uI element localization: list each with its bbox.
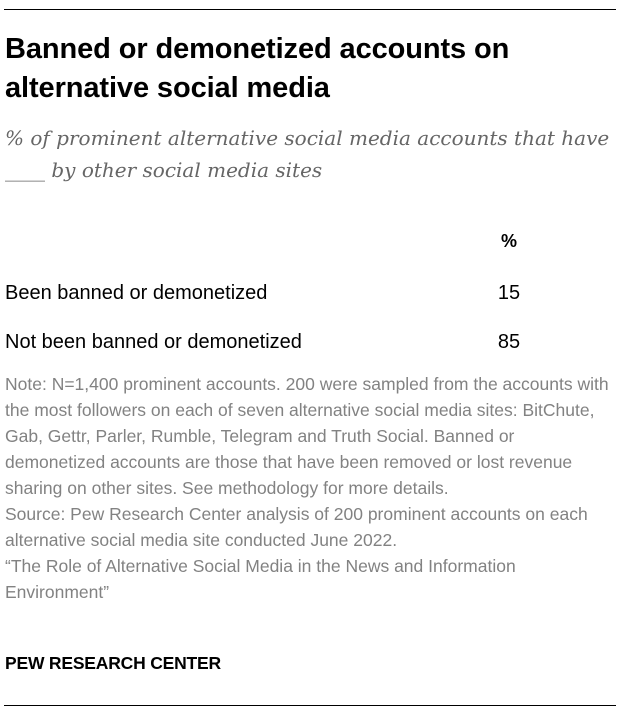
chart-notes: [5, 371, 617, 605]
note-text: Note: N=1,400 prominent accounts. 200 were sampled from the accounts with the most followers on each of seven alternative social media sites: BitChute, Gab, Gettr, Parler, Rumble, Telegram and Truth Social. Banned or demonetized accounts are those that have been removed or lost revenue sharing on other sites. See methodology for more details.: [5, 374, 609, 498]
chart-subtitle: % of prominent alternative social media accounts that have ____ by other social media sites: [5, 126, 610, 182]
bottom-rule: [4, 705, 616, 706]
row-label: Not been banned or demonetized: [5, 331, 302, 353]
column-header-percent: %: [500, 231, 517, 251]
table-row: [5, 280, 615, 306]
table-row: [5, 329, 615, 355]
pew-logo-text: PEW RESEARCH CENTER: [5, 653, 221, 673]
top-rule: [4, 9, 616, 10]
row-value: 85: [497, 331, 521, 353]
chart-title: Banned or demonetized accounts on alternative social media: [5, 33, 510, 104]
source-text: Source: Pew Research Center analysis of 200 prominent accounts on each alternative social media site conducted June 2022.: [5, 504, 588, 550]
row-label: Been banned or demonetized: [5, 282, 268, 304]
row-value: 15: [497, 282, 521, 304]
report-title-text: “The Role of Alternative Social Media in the News and Information Environment”: [5, 556, 516, 602]
